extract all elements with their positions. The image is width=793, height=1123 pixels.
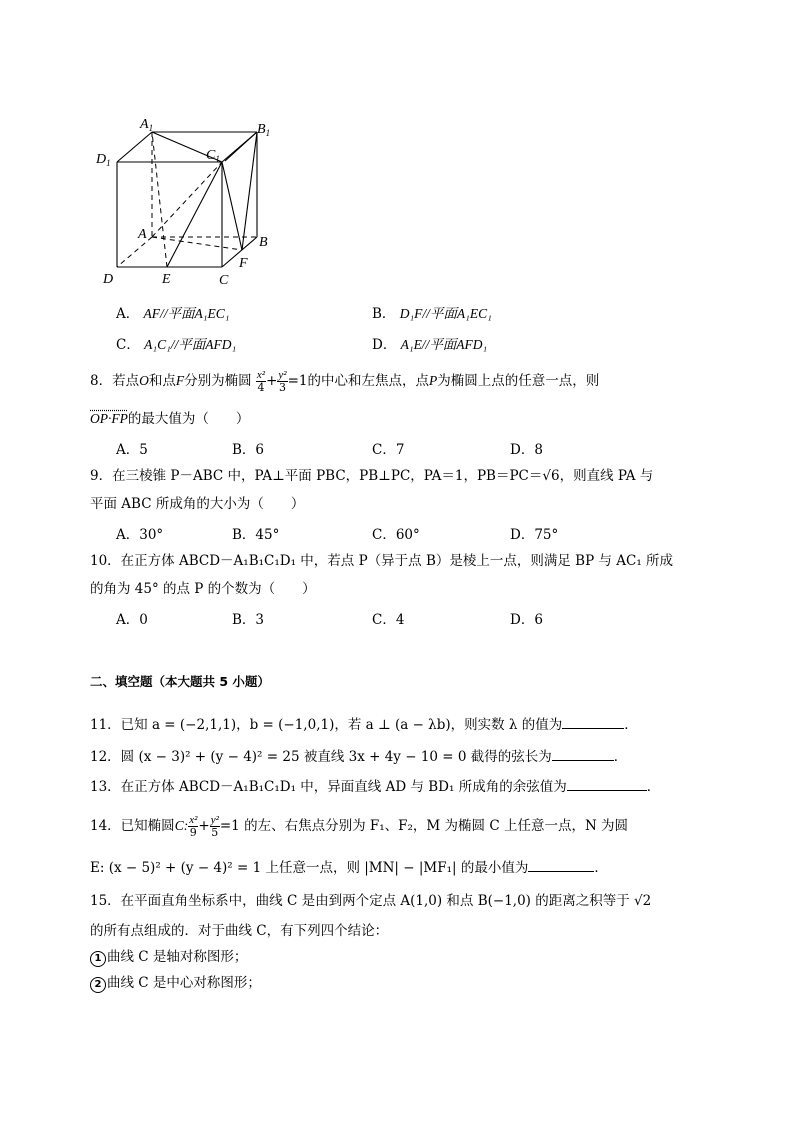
option-text: A₁E//平面AFD₁ <box>400 337 488 352</box>
vector-expression: OP·FP <box>90 411 128 426</box>
fraction-y2-3: $\frac{\text{y²}}{3}$ <box>278 369 287 394</box>
q9-option-a[interactable]: A．30° <box>116 527 164 543</box>
fraction-x2-9: $\frac{\text{x²}}{9}$ <box>189 814 198 839</box>
label-E: E <box>162 272 171 287</box>
q10-line2: 的角为 45° 的点 P 的个数为（ ） <box>90 581 316 597</box>
q7-option-b[interactable] <box>372 302 492 322</box>
q7-option-a[interactable] <box>116 302 229 322</box>
q9-line1: 9．在三棱锥 P－ABC 中，PA⊥平面 PBC，PB⊥PC，PA＝1，PB＝PC＝√6，则直线 PA 与 <box>90 468 654 484</box>
label-C: C <box>219 273 229 288</box>
label-A: A <box>138 227 147 242</box>
circled-number: 2 <box>90 977 106 993</box>
q15-item-1: 1 曲线 C 是轴对称图形； <box>90 947 247 967</box>
q9-option-b[interactable]: B．45° <box>232 527 280 543</box>
label-B1: $B_1$ <box>257 122 271 138</box>
q8-option-d[interactable]: D．8 <box>510 442 543 458</box>
q11: 11．已知 a = (−2,1,1)，b = (−1,0,1)，若 a ⊥ (a − λb)，则实数 λ 的值为 ． <box>90 714 638 735</box>
q9-option-d[interactable]: D．75° <box>510 527 559 543</box>
answer-blank[interactable] <box>528 857 594 872</box>
option-letter: C． <box>116 337 140 353</box>
q15-line2: 的所有点组成的．对于曲线 C，有下列四个结论： <box>90 923 389 939</box>
label-C1: $C_1$ <box>206 148 220 164</box>
q10-line1: 10．在正方体 ABCD－A₁B₁C₁D₁ 中，若点 P（异于点 B）是棱上一点，则满足 BP 与 AC₁ 所成 <box>90 553 674 569</box>
q8-line1: 8．若点O和点F分别为椭圆 $\frac{\text{x²}}{4}$ + $\frac{\text{y²}}{3}$ =1的中心和左焦点，点P为椭圆上点的任意一点，则 <box>90 369 600 394</box>
section-title: 二、填空题（本大题共 5 小题） <box>90 674 270 689</box>
q14-line1: 14．已知椭圆C: $\frac{\text{x²}}{9}$ + $\frac{\text{y²}}{5}$ =1 的左、右焦点分别为 F₁、F₂，M 为椭圆 C 上任意一点，N 为圆 <box>90 814 629 839</box>
option-letter: B． <box>372 306 396 322</box>
q12: 12．圆 (x − 3)² + (y − 4)² = 25 被直线 3x + 4y − 10 = 0 截得的弦长为 ． <box>90 746 627 767</box>
option-letter: D． <box>372 337 397 353</box>
q9-option-c[interactable]: C．60° <box>372 527 420 543</box>
fraction-x2-4: $\frac{\text{x²}}{4}$ <box>256 369 266 394</box>
option-letter: A． <box>116 306 140 322</box>
fraction-y2-5: $\frac{\text{y²}}{5}$ <box>210 814 219 839</box>
q7-option-c[interactable] <box>116 333 236 353</box>
label-B: B <box>259 235 268 250</box>
q10-option-d[interactable]: D．6 <box>510 612 543 628</box>
answer-blank[interactable] <box>562 714 624 729</box>
q8-line2: OP·FP的最大值为（ ） <box>90 411 250 427</box>
q7-option-d[interactable] <box>372 333 487 353</box>
cube-figure <box>92 112 292 296</box>
q8-option-a[interactable]: A．5 <box>116 442 148 458</box>
q10-option-a[interactable]: A．0 <box>116 612 148 628</box>
cube-diagram <box>92 112 292 292</box>
answer-blank[interactable] <box>552 746 614 761</box>
option-text: AF//平面A₁EC₁ <box>143 306 230 321</box>
q8-option-c[interactable]: C．7 <box>372 442 405 458</box>
option-text: D₁F//平面A₁EC₁ <box>399 306 492 321</box>
q8-option-b[interactable]: B．6 <box>232 442 265 458</box>
q10-option-b[interactable]: B．3 <box>232 612 265 628</box>
label-F: F <box>239 256 248 271</box>
answer-blank[interactable] <box>567 776 647 791</box>
q13: 13．在正方体 ABCD－A₁B₁C₁D₁ 中，异面直线 AD 与 BD₁ 所成角的余弦值为 ． <box>90 776 660 797</box>
label-D: D <box>103 272 114 287</box>
q14-line2: E: (x − 5)² + (y − 4)² = 1 上任意一点，则 |MN| − |MF₁| 的最小值为 ． <box>90 857 608 878</box>
q10-option-c[interactable]: C．4 <box>372 612 405 628</box>
label-A1: $A_1$ <box>140 117 154 133</box>
circled-number: 1 <box>90 951 106 967</box>
q9-line2: 平面 ABC 所成角的大小为（ ） <box>90 496 305 512</box>
label-D1: $D_1$ <box>96 152 111 168</box>
q15-line1: 15．在平面直角坐标系中，曲线 C 是由到两个定点 A(1,0) 和点 B(−1,0) 的距离之积等于 √2 <box>90 893 652 909</box>
option-text: A₁C₁//平面AFD₁ <box>144 337 237 352</box>
q15-item-2: 2 曲线 C 是中心对称图形； <box>90 973 261 993</box>
